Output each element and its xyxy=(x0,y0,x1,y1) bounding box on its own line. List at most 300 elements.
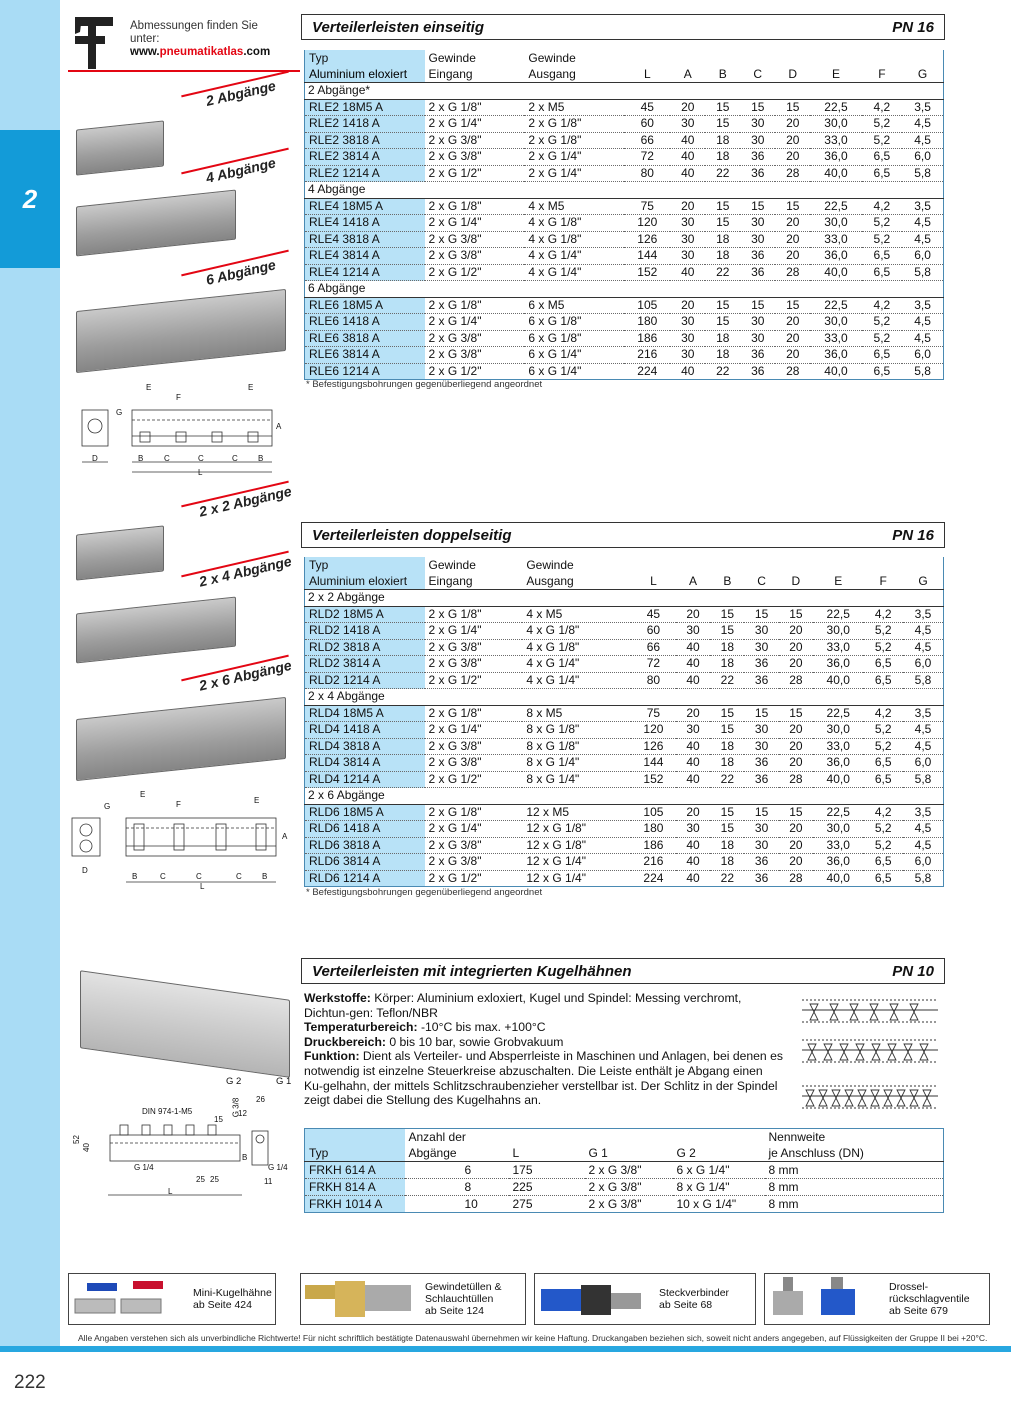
table-cell: RLE6 18M5 A xyxy=(305,297,425,314)
col-typ: Typ xyxy=(305,1129,405,1162)
table-cell: 216 xyxy=(624,347,670,364)
col-eingang: Gewinde Eingang xyxy=(425,557,523,590)
table-cell: 8 mm xyxy=(765,1196,944,1213)
col-nennweite: Nennweite je Anschluss (DN) xyxy=(765,1129,944,1162)
table-cell: 15 xyxy=(740,99,775,116)
table-cell: 40,0 xyxy=(810,363,861,380)
dim-L: L xyxy=(198,468,203,477)
table-cell: 40 xyxy=(670,363,705,380)
col-E: E xyxy=(810,50,861,83)
table-cell: 18 xyxy=(705,132,740,149)
table-cell: RLD2 3818 A xyxy=(305,639,425,656)
table-cell: 15 xyxy=(710,722,744,739)
table-cell: 2 x G 3/8" xyxy=(425,149,525,166)
photo-label-g2: G 2 xyxy=(226,1076,242,1087)
table-cell: 5,2 xyxy=(863,623,903,640)
table-cell: 4,5 xyxy=(903,837,944,854)
table-cell: 8 x G 1/4" xyxy=(673,1179,765,1196)
table-cell: 186 xyxy=(631,837,676,854)
manifold-2-photo xyxy=(76,120,164,175)
manifold-2x6-photo xyxy=(76,697,286,781)
table-cell: 20 xyxy=(676,705,710,722)
table-cell: 2 x G 1/4" xyxy=(425,821,523,838)
table-cell: 22,5 xyxy=(810,297,861,314)
table-cell: 2 x G 3/8" xyxy=(425,738,523,755)
table-row xyxy=(305,722,944,739)
group-label: 2 x 6 Abgänge xyxy=(305,788,944,805)
photo-label-g1: G 1 xyxy=(276,1076,292,1087)
col-anzahl: Anzahl der Abgänge xyxy=(405,1129,509,1162)
table-row xyxy=(305,231,944,248)
table-cell: 30 xyxy=(670,215,705,232)
tag-label: 2 Abgänge xyxy=(204,77,278,109)
table-cell: 30 xyxy=(740,116,775,133)
promo-text: Drossel- rückschlagventile ab Seite 679 xyxy=(889,1281,970,1317)
table-cell: 6 x M5 xyxy=(524,297,624,314)
ball-valve-manifold-photo xyxy=(80,970,290,1078)
table-cell: 2 x G 3/8" xyxy=(585,1196,673,1213)
dim-E2: E xyxy=(248,383,254,392)
table-cell: RLE6 1418 A xyxy=(305,314,425,331)
manifold-6-photo xyxy=(76,289,286,373)
table-cell: 5,8 xyxy=(903,870,944,887)
table-cell: 20 xyxy=(775,132,810,149)
tag-label: 6 Abgänge xyxy=(204,256,278,288)
werkstoffe-label: Werkstoffe: xyxy=(304,991,371,1005)
table-cell: 30 xyxy=(670,231,705,248)
chapter-number: 2 xyxy=(0,130,60,268)
dim-F: F xyxy=(176,800,181,809)
table-cell: 18 xyxy=(710,639,744,656)
table-cell: 15 xyxy=(705,297,740,314)
table-cell: 4,5 xyxy=(902,314,943,331)
table-cell: 36 xyxy=(740,264,775,281)
col-L: L xyxy=(509,1129,585,1162)
table-cell: 2 x G 1/4" xyxy=(524,149,624,166)
table-cell: 40 xyxy=(670,165,705,182)
table-cell: 20 xyxy=(775,248,810,265)
section1-title-bar xyxy=(301,14,945,40)
table-cell: 20 xyxy=(676,804,710,821)
logo-url[interactable] xyxy=(130,46,270,59)
table-cell: 105 xyxy=(624,297,670,314)
table-cell: 5,2 xyxy=(862,330,902,347)
table-cell: 30 xyxy=(744,738,778,755)
table-row xyxy=(305,99,944,116)
table-cell: 40 xyxy=(676,837,710,854)
table-cell: 2 x G 1/2" xyxy=(425,165,525,182)
table-cell: 15 xyxy=(775,198,810,215)
table-cell: 40 xyxy=(676,656,710,673)
table-cell: 72 xyxy=(624,149,670,166)
table-cell: 5,2 xyxy=(863,837,903,854)
table-cell: 66 xyxy=(631,639,676,656)
table-cell: 2 x G 1/8" xyxy=(524,116,624,133)
group-row xyxy=(305,788,944,805)
table-cell: 36 xyxy=(744,656,778,673)
table-cell: RLD6 1214 A xyxy=(305,870,425,887)
table-cell: 40,0 xyxy=(813,870,863,887)
group-label: 2 Abgänge* xyxy=(305,83,944,100)
table-cell: 4,5 xyxy=(902,132,943,149)
dim-G: G xyxy=(104,802,111,811)
table-cell: 20 xyxy=(775,347,810,364)
table-cell: 45 xyxy=(631,606,676,623)
table-cell: 5,8 xyxy=(903,672,944,689)
table-cell: 2 x G 1/8" xyxy=(425,705,523,722)
table-cell: 20 xyxy=(779,623,813,640)
table-cell: 2 x G 1/2" xyxy=(425,264,525,281)
table-cell: 6 x G 1/8" xyxy=(524,314,624,331)
table-cell: 36 xyxy=(744,672,778,689)
table-cell: 2 x G 1/2" xyxy=(425,771,523,788)
promo-steckverbinder[interactable] xyxy=(534,1273,756,1325)
tag-2-abgaenge xyxy=(180,77,295,109)
table-cell: 36,0 xyxy=(810,149,861,166)
dim-B: B xyxy=(132,872,138,881)
table-row xyxy=(305,363,944,380)
table-cell: 6,0 xyxy=(903,656,944,673)
table-cell: 4 x G 1/4" xyxy=(522,656,631,673)
table-cell: 144 xyxy=(624,248,670,265)
table-cell: 6 x G 1/4" xyxy=(524,363,624,380)
table-cell: 30 xyxy=(744,837,778,854)
table-row xyxy=(305,347,944,364)
section1-pn: PN 16 xyxy=(892,18,934,36)
table-row xyxy=(305,1179,944,1196)
table-cell: 2 x G 1/4" xyxy=(425,116,525,133)
url-brand: pneumatikatlas xyxy=(159,46,244,58)
group-row xyxy=(305,689,944,706)
table-row xyxy=(305,804,944,821)
table-cell: 4,5 xyxy=(903,623,944,640)
table-cell: 120 xyxy=(624,215,670,232)
table-cell: 20 xyxy=(779,755,813,772)
dim-B: B xyxy=(242,1153,248,1162)
table-cell: 5,2 xyxy=(863,821,903,838)
table-cell: 33,0 xyxy=(810,132,861,149)
table-cell: 30,0 xyxy=(810,215,861,232)
table-cell: RLE2 3814 A xyxy=(305,149,425,166)
table-cell: 6,5 xyxy=(863,771,903,788)
section1-note: * Befestigungsbohrungen gegenüberliegend angeordnet xyxy=(306,379,543,390)
table-cell: 4 x G 1/4" xyxy=(522,672,631,689)
table-cell: 6 x G 1/4" xyxy=(524,347,624,364)
table-cell: 22,5 xyxy=(813,804,863,821)
section2-title-bar xyxy=(301,522,945,548)
table-cell: 80 xyxy=(624,165,670,182)
table-cell: 36,0 xyxy=(810,347,861,364)
temp-text: -10°C bis max. +100°C xyxy=(420,1020,546,1035)
col-A: A xyxy=(670,50,705,83)
table-cell: 30 xyxy=(670,116,705,133)
chapter-sidebar xyxy=(0,0,60,1350)
table-cell: 10 x G 1/4" xyxy=(673,1196,765,1213)
table-cell: 80 xyxy=(631,672,676,689)
table-cell: 15 xyxy=(705,215,740,232)
table-cell: 5,2 xyxy=(862,215,902,232)
table-cell: 40 xyxy=(676,639,710,656)
group-label: 2 x 2 Abgänge xyxy=(305,590,944,607)
table-cell: FRKH 814 A xyxy=(305,1179,405,1196)
table-cell: RLE4 3818 A xyxy=(305,231,425,248)
table-cell: 3,5 xyxy=(903,804,944,821)
table-cell: 2 x G 1/2" xyxy=(425,870,523,887)
table-cell: 18 xyxy=(710,854,744,871)
table-cell: 5,2 xyxy=(862,231,902,248)
table-cell: 2 x G 3/8" xyxy=(425,755,523,772)
col-F: F xyxy=(862,50,902,83)
table-cell: 2 x M5 xyxy=(524,99,624,116)
table-cell: 22,5 xyxy=(813,705,863,722)
table-cell: 22 xyxy=(705,165,740,182)
promo-text: Mini-Kugelhähne ab Seite 424 xyxy=(193,1287,272,1311)
table-cell: 6,0 xyxy=(903,854,944,871)
table-cell: 30 xyxy=(740,231,775,248)
table-cell: 40 xyxy=(670,149,705,166)
dim-C3: C xyxy=(232,454,238,463)
table-cell: 2 x G 3/8" xyxy=(425,132,525,149)
table-cell: 6,5 xyxy=(862,363,902,380)
table-cell: 22 xyxy=(710,870,744,887)
table-cell: 28 xyxy=(779,771,813,788)
table-cell: 22 xyxy=(710,771,744,788)
table-cell: 30 xyxy=(740,132,775,149)
table-cell: RLD2 3814 A xyxy=(305,656,425,673)
tag-2x4 xyxy=(180,552,295,590)
table-cell: RLD6 18M5 A xyxy=(305,804,425,821)
dim-C2: C xyxy=(198,454,204,463)
table-cell: 15 xyxy=(705,99,740,116)
table-cell: RLD4 1418 A xyxy=(305,722,425,739)
table-row xyxy=(305,297,944,314)
temp-label: Temperaturbereich: xyxy=(304,1020,418,1035)
manifold-2x4-photo xyxy=(76,597,236,664)
bottom-bar xyxy=(0,1346,1011,1352)
table-cell: 2 x G 3/8" xyxy=(425,837,523,854)
table-cell: 4,5 xyxy=(902,330,943,347)
table-cell: 4,5 xyxy=(903,722,944,739)
promo-drosselventile[interactable] xyxy=(764,1273,990,1325)
group-row xyxy=(305,182,944,199)
table-cell: 15 xyxy=(775,99,810,116)
table-cell: 105 xyxy=(631,804,676,821)
dim-g38: G 3/8 xyxy=(231,1097,241,1118)
table-cell: 36 xyxy=(740,165,775,182)
table-cell: 4,5 xyxy=(903,821,944,838)
table-doppelseitig xyxy=(304,557,944,887)
table-cell: 36,0 xyxy=(813,656,863,673)
group-row xyxy=(305,590,944,607)
table-cell: 180 xyxy=(624,314,670,331)
table-cell: 30 xyxy=(740,215,775,232)
table-cell: RLD6 1418 A xyxy=(305,821,425,838)
group-row xyxy=(305,281,944,298)
table-cell: 36 xyxy=(744,854,778,871)
table-row xyxy=(305,870,944,887)
table-cell: 75 xyxy=(624,198,670,215)
table-cell: 4,5 xyxy=(902,231,943,248)
manifold-2x2-photo xyxy=(76,525,164,580)
tag-4-abgaenge xyxy=(180,154,295,186)
table-cell: RLE2 1418 A xyxy=(305,116,425,133)
table-row xyxy=(305,738,944,755)
dim-G: G xyxy=(116,408,123,417)
table-cell: RLE4 18M5 A xyxy=(305,198,425,215)
table-cell: 20 xyxy=(670,198,705,215)
table-cell: 5,2 xyxy=(862,116,902,133)
tag-label: 2 x 6 Abgänge xyxy=(197,656,294,694)
url-prefix: www. xyxy=(130,46,160,58)
logo-divider xyxy=(68,70,300,72)
table-cell: 18 xyxy=(710,656,744,673)
table-cell: 30 xyxy=(676,821,710,838)
table-cell: 20 xyxy=(775,149,810,166)
table-cell: 2 x G 3/8" xyxy=(425,639,523,656)
table-cell: 33,0 xyxy=(810,330,861,347)
table-cell: 5,8 xyxy=(902,165,943,182)
table-cell: 36 xyxy=(744,755,778,772)
table-row xyxy=(305,116,944,133)
flow-valve-icon xyxy=(765,1275,883,1323)
table-cell: 4,2 xyxy=(862,297,902,314)
table-cell: 15 xyxy=(705,116,740,133)
group-label: 6 Abgänge xyxy=(305,281,944,298)
group-label: 4 Abgänge xyxy=(305,182,944,199)
table-cell: 6,5 xyxy=(863,870,903,887)
druck-label: Druckbereich: xyxy=(304,1034,386,1049)
col-C: C xyxy=(740,50,775,83)
druck-text: 0 bis 10 bar, sowie Grobvakuum xyxy=(389,1034,564,1049)
table-cell: RLE6 1214 A xyxy=(305,363,425,380)
table-cell: 30 xyxy=(744,639,778,656)
dim-B2: B xyxy=(262,872,268,881)
table-cell: 4,2 xyxy=(863,705,903,722)
table-cell: 4,2 xyxy=(863,606,903,623)
table-cell: 20 xyxy=(779,656,813,673)
col-D: D xyxy=(775,50,810,83)
table-cell: 216 xyxy=(631,854,676,871)
dim-26: 26 xyxy=(256,1095,265,1104)
dim-25: 25 xyxy=(196,1175,205,1184)
col-G: G xyxy=(902,50,943,83)
table-cell: 15 xyxy=(775,297,810,314)
table-cell: 6,0 xyxy=(902,248,943,265)
table-cell: 28 xyxy=(775,165,810,182)
table-cell: 224 xyxy=(631,870,676,887)
logo-line2: unter: xyxy=(130,33,160,45)
table-cell: 30 xyxy=(740,314,775,331)
table-cell: 3,5 xyxy=(902,297,943,314)
table-cell: 40,0 xyxy=(810,165,861,182)
table-cell: 20 xyxy=(779,738,813,755)
table-cell: 5,2 xyxy=(863,639,903,656)
table-cell: 45 xyxy=(624,99,670,116)
table-cell: 120 xyxy=(631,722,676,739)
table-cell: 8 mm xyxy=(765,1179,944,1196)
table-cell: 4,2 xyxy=(862,198,902,215)
table-cell: 18 xyxy=(710,755,744,772)
table-row xyxy=(305,672,944,689)
dim-g14: G 1/4 xyxy=(134,1163,154,1172)
table-cell: 40 xyxy=(676,771,710,788)
table-cell: 4 x G 1/8" xyxy=(522,623,631,640)
table-cell: 18 xyxy=(710,837,744,854)
table-cell: 40,0 xyxy=(813,771,863,788)
dim-L: L xyxy=(200,882,205,891)
table-cell: 6 x G 1/8" xyxy=(524,330,624,347)
table-cell: 2 x G 1/4" xyxy=(425,623,523,640)
dim-D: D xyxy=(82,866,88,875)
table-cell: 6,5 xyxy=(862,149,902,166)
promo-gewindetuellen[interactable] xyxy=(300,1273,526,1325)
table-cell: 8 x G 1/8" xyxy=(522,738,631,755)
table-cell: 5,2 xyxy=(862,314,902,331)
promo-text: Gewindetüllen & Schlauchtüllen ab Seite 124 xyxy=(425,1281,502,1317)
col-D: D xyxy=(779,557,813,590)
table-cell: 36 xyxy=(744,771,778,788)
table-row xyxy=(305,1162,944,1179)
dim-E: E xyxy=(146,383,152,392)
table-cell: 3,5 xyxy=(903,705,944,722)
table-cell: 2 x G 3/8" xyxy=(425,347,525,364)
table-cell: 72 xyxy=(631,656,676,673)
table-cell: 20 xyxy=(779,722,813,739)
dim-C2: C xyxy=(196,872,202,881)
table-cell: 22 xyxy=(710,672,744,689)
table-cell: 225 xyxy=(509,1179,585,1196)
table-cell: 28 xyxy=(775,264,810,281)
table-cell: 4 x G 1/4" xyxy=(524,248,624,265)
table-cell: 4 x M5 xyxy=(522,606,631,623)
table-cell: 28 xyxy=(779,672,813,689)
table-cell: RLE2 18M5 A xyxy=(305,99,425,116)
table-kugelhaehne xyxy=(304,1128,944,1213)
logo-text xyxy=(130,20,270,59)
table-cell: 18 xyxy=(705,330,740,347)
section2-note: * Befestigungsbohrungen gegenüberliegend angeordnet xyxy=(306,887,543,898)
table-row xyxy=(305,215,944,232)
col-G: G xyxy=(903,557,944,590)
table-cell: 2 x G 1/2" xyxy=(425,672,523,689)
table-cell: 20 xyxy=(676,606,710,623)
table-cell: 18 xyxy=(705,149,740,166)
table-cell: 20 xyxy=(775,116,810,133)
funktion-label: Funktion: xyxy=(304,1049,360,1064)
table-cell: 20 xyxy=(779,821,813,838)
table-cell: 2 x G 1/2" xyxy=(425,363,525,380)
table-cell: 8 xyxy=(405,1179,509,1196)
table-cell: 5,2 xyxy=(863,738,903,755)
table-cell: 75 xyxy=(631,705,676,722)
dim-E: E xyxy=(140,790,146,799)
table-cell: 5,8 xyxy=(902,363,943,380)
table-cell: 2 x G 1/8" xyxy=(425,297,525,314)
table-cell: 4,2 xyxy=(863,804,903,821)
table-cell: 2 x G 1/4" xyxy=(425,722,523,739)
dim-11: 11 xyxy=(264,1177,273,1186)
table-cell: 60 xyxy=(624,116,670,133)
table-cell: 6,0 xyxy=(903,755,944,772)
promo-mini-kugelhaehne[interactable] xyxy=(68,1273,276,1325)
table-cell: 5,8 xyxy=(903,771,944,788)
table-row xyxy=(305,330,944,347)
table-cell: 2 x G 3/8" xyxy=(425,656,523,673)
section3-description xyxy=(304,991,784,1108)
table-cell: 15 xyxy=(710,623,744,640)
table-cell: RLD2 1418 A xyxy=(305,623,425,640)
table-cell: RLE4 1418 A xyxy=(305,215,425,232)
